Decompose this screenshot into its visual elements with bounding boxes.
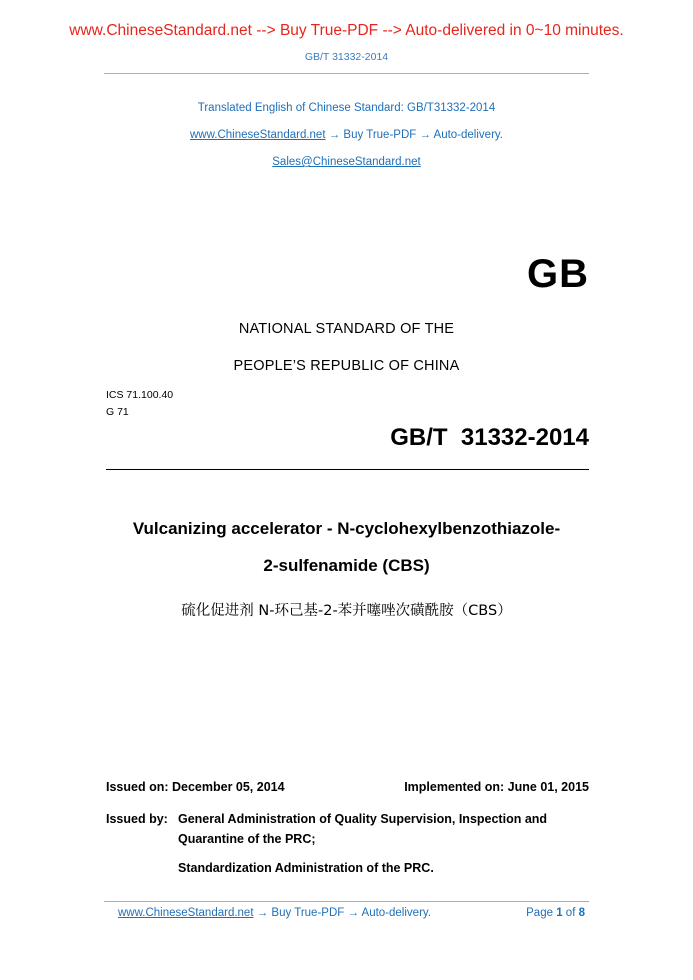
site-line <box>0 129 693 141</box>
issued-by-line1: General Administration of Quality Supervision, Inspection and <box>178 812 548 826</box>
issued-on-date: Issued on: December 05, 2014 <box>106 780 285 794</box>
page-label: Page <box>526 907 557 919</box>
issued-by-line2: Quarantine of the PRC; <box>178 832 316 846</box>
site-link[interactable]: www.ChineseStandard.net <box>190 129 326 141</box>
email-link[interactable]: Sales@ChineseStandard.net <box>272 156 421 168</box>
title-divider <box>106 469 589 470</box>
national-standard-line1: NATIONAL STANDARD OF THE <box>238 321 455 337</box>
footer-site-link[interactable]: www.ChineseStandard.net <box>118 907 254 919</box>
page-indicator <box>526 907 585 919</box>
standard-number: GB/T 31332-2014 <box>390 424 589 451</box>
title-line2: 2-sulfenamide (CBS) <box>263 556 430 575</box>
footer-divider <box>104 901 589 902</box>
title-chinese: 硫化促进剂 N-环己基-2-苯并噻唑次磺酰胺（CBS） <box>181 603 512 619</box>
issued-by-line3: Standardization Administration of the PRC. <box>178 861 434 875</box>
title-line1: Vulcanizing accelerator - N-cyclohexylbenzothiazole- <box>132 519 561 538</box>
g-code: G 71 <box>106 406 129 418</box>
page-of-label: of <box>562 907 579 919</box>
implemented-on-date: Implemented on: June 01, 2015 <box>404 780 589 794</box>
national-standard-line2: PEOPLE’S REPUBLIC OF CHINA <box>233 358 460 374</box>
header-standard-code: GB/T 31332-2014 <box>304 51 389 63</box>
translation-note: Translated English of Chinese Standard: GB/T31332-2014 <box>197 102 496 114</box>
header-divider <box>104 73 589 74</box>
gb-logo: GB <box>527 252 589 296</box>
footer-links <box>118 907 431 919</box>
site-line-suffix: → Buy True-PDF → Auto-delivery. <box>325 129 503 141</box>
email-line <box>0 156 693 168</box>
page-total: 8 <box>578 907 585 919</box>
top-banner-link[interactable]: www.ChineseStandard.net --> Buy True-PDF --> Auto-delivered in 0~10 minutes. <box>69 22 624 39</box>
ics-code: ICS 71.100.40 <box>106 389 174 401</box>
page-number: 1 <box>556 907 563 919</box>
issued-by-label: Issued by: <box>106 812 168 826</box>
footer-link-suffix: → Buy True-PDF → Auto-delivery. <box>253 907 431 919</box>
